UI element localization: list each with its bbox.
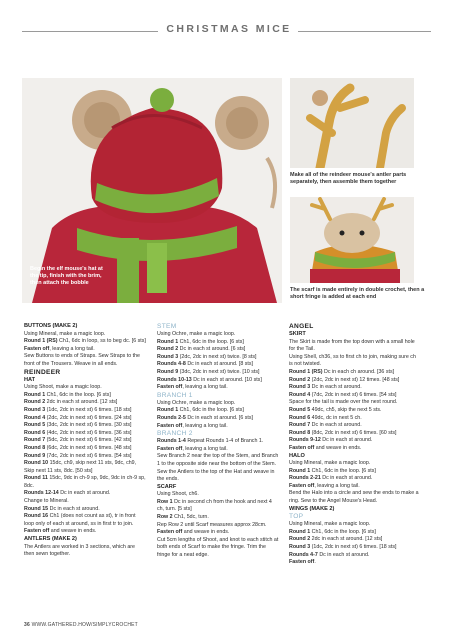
instruction-line [289, 536, 419, 544]
instruction-line [24, 392, 146, 400]
instruction-label: Round 6 [24, 429, 46, 436]
instruction-line [157, 407, 279, 415]
instruction-line [24, 384, 146, 392]
instruction-label: Fasten off [157, 445, 183, 452]
instruction-line [24, 430, 146, 438]
instruction-text: The Skirt is made from the top down with a small hole for the Tail. [289, 338, 415, 353]
instruction-line [157, 354, 279, 362]
instruction-label: Round 1 (RS) [24, 338, 58, 345]
top-heading: TOP [289, 513, 304, 521]
instruction-label: Round 8 [289, 429, 311, 436]
instruction-line [157, 346, 279, 354]
instruction-line [289, 445, 419, 453]
instruction-line [289, 377, 419, 385]
instruction-line [289, 468, 419, 476]
instruction-text: Using Mineral, make a magic loop. [24, 330, 106, 337]
instruction-line [24, 498, 146, 506]
instruction-line [157, 499, 279, 514]
footer-website: WWW.GATHERED.HOW/SIMPLYCROCHET [31, 622, 138, 628]
instruction-line [157, 529, 279, 537]
instruction-label: Fasten off [24, 345, 50, 352]
instruction-text: (2dc, 2dc in next st) twice. [8 sts] [178, 353, 257, 360]
instruction-line [157, 453, 279, 483]
instruction-label: Round 2 [24, 399, 46, 406]
instruction-line [157, 491, 279, 499]
instruction-label: Fasten off [24, 528, 50, 535]
instruction-line [24, 422, 146, 430]
instruction-line [24, 445, 146, 453]
antlers-instructions [24, 544, 146, 559]
instruction-line [24, 475, 146, 490]
instruction-line [157, 514, 279, 522]
instruction-label: Fasten off [157, 422, 183, 429]
instruction-line [24, 437, 146, 445]
instruction-text: The Antlers are worked in 3 sections, which are then sewn together. [24, 543, 135, 558]
scarf-instructions [157, 491, 279, 559]
instruction-label: Rounds 2-21 [289, 475, 321, 482]
instruction-text: Using Shoot, make a magic loop. [24, 384, 102, 391]
skirt-instructions [289, 339, 419, 453]
instruction-line [289, 559, 419, 567]
instruction-label: Round 1 (RS) [289, 368, 323, 375]
instruction-label: Fasten off [289, 482, 315, 489]
instruction-text: , leaving a long tail. [182, 384, 228, 391]
instruction-label: Rounds 4-7 [289, 551, 318, 558]
instruction-line [289, 552, 419, 560]
instruction-line [289, 544, 419, 552]
instruction-label: Round 9 [24, 452, 46, 459]
instruction-label: Fasten off [289, 444, 315, 451]
instruction-label: Rounds 9-12 [289, 437, 321, 444]
instruction-line [157, 438, 279, 446]
scarf-heading: SCARF [157, 483, 177, 490]
branch2-heading: BRANCH 2 [157, 430, 193, 438]
instruction-label: Round 10 [24, 460, 49, 467]
instruction-label: Round 1 [157, 338, 179, 345]
instruction-text: Rep Row 2 until Scarf measures approx 28cm. [157, 521, 267, 528]
branch1-heading: BRANCH 1 [157, 391, 193, 399]
instruction-text: (5dc, 2dc in next st) 6 times. [42 sts] [45, 437, 132, 444]
instruction-line [24, 506, 146, 514]
instruction-line [289, 490, 419, 505]
instruction-label: Rounds 12-14 [24, 490, 59, 497]
instruction-line [289, 415, 419, 423]
instruction-text: , leaving a long tail. [182, 422, 228, 429]
instruction-text: Dc in each st around. [317, 551, 370, 558]
instruction-label: Round 1 [289, 528, 311, 535]
instruction-line [24, 460, 146, 475]
page-number: 36 [24, 622, 30, 628]
instruction-text: 2dc in each st around. [12 sts] [310, 536, 383, 543]
wings-heading: WINGS (MAKE 2) [289, 505, 335, 512]
instruction-label: Round 1 [289, 467, 311, 474]
instruction-text: Dc in each st around. [58, 490, 111, 497]
instruction-text: Dc in each st around. [48, 505, 100, 512]
instruction-text: Using Shoot, ch6. [157, 491, 199, 498]
antler-photo [290, 78, 414, 168]
instruction-label: Round 11 [24, 475, 48, 482]
instruction-text: 15dc, ch9, skip next 11 sts, 9dc, ch9, Skip next 11 sts, 8dc. [50 sts] [24, 460, 137, 474]
instruction-line [157, 377, 279, 385]
instruction-line [24, 331, 146, 339]
instruction-text: Sew Branch 2 near the top of the Stem, and Branch 1 to the opposite side near the bottom of the Stem. Sew the Antlers to the top of the Hat and weave in the ends. [157, 453, 279, 483]
instruction-text: Ch1, 6dc in the loop. [6 sts] [310, 528, 376, 535]
instruction-line [24, 399, 146, 407]
instruction-text: (2dc, 2dc in next st) 12 times. [48 sts] [310, 376, 400, 383]
column-1 [24, 323, 146, 559]
instruction-text: Dc in each st around. [8 sts] [185, 361, 253, 368]
instruction-text: Dc in each st around. [6 sts] [185, 414, 253, 421]
instruction-text: 15dc, 9dc in ch-9 sp, 9dc, 9dc in ch-9 sp, 8dc. [24, 475, 146, 489]
instruction-text: 49dc, dc in next 5 ch. [310, 414, 362, 421]
instruction-text: Ch1, 5dc, turn. [172, 514, 209, 521]
stem-instructions [157, 331, 279, 392]
instruction-label: Round 7 [289, 422, 311, 429]
instruction-line [24, 353, 146, 368]
instruction-line [24, 346, 146, 354]
instruction-line [289, 422, 419, 430]
reindeer-heading: REINDEER [24, 368, 61, 376]
instruction-label: Rounds 4-8 [157, 361, 186, 368]
instruction-label: Round 5 [289, 406, 311, 413]
column-3 [289, 323, 419, 567]
instruction-label: Round 8 [24, 444, 46, 451]
hat-instructions [24, 384, 146, 536]
instruction-text: Ch1, 6dc in loop, ss to beg dc. [6 sts] [57, 338, 146, 345]
instruction-line [289, 460, 419, 468]
instruction-label: Fasten off [157, 529, 183, 536]
instruction-line [289, 339, 419, 354]
instruction-label: Rounds 2-5 [157, 414, 186, 421]
scarf-caption: The scarf is made entirely in double crochet, then a short fringe is added at each end [290, 287, 425, 300]
page-section-title: CHRISTMAS MICE [166, 23, 292, 35]
instruction-line [289, 529, 419, 537]
antlers-heading: ANTLERS (MAKE 2) [24, 536, 77, 543]
stem-heading: STEM [157, 323, 177, 330]
instruction-text: Dc in each ch around. [36 sts] [322, 368, 395, 375]
instruction-line [289, 354, 419, 369]
instruction-text: Repeat Rounds 1-4 of Branch 1. [185, 438, 264, 445]
instruction-text: and weave in ends. [314, 444, 362, 451]
instruction-text: (3dc, 2dc in next st) 6 times. [30 sts] [45, 422, 132, 429]
instruction-text: (1dc, 2dc in next st) 6 times. [18 sts] [45, 406, 132, 413]
instruction-text: Space for the tail is made over the next round. [289, 399, 398, 406]
instruction-text: and weave in ends. [182, 529, 230, 536]
instruction-text: (4dc, 2dc in next st) 6 times. [36 sts] [45, 429, 132, 436]
instruction-label: Rounds 1-4 [157, 438, 186, 445]
instruction-label: Round 16 [24, 513, 49, 520]
buttons-heading: BUTTONS (MAKE 2) [24, 323, 78, 329]
instruction-label: Round 9 [157, 368, 179, 375]
instruction-label: Fasten off [289, 559, 315, 566]
instruction-line [157, 369, 279, 377]
instruction-text: Using Ochre, make a magic loop. [157, 331, 236, 337]
instruction-line [289, 475, 419, 483]
instruction-text: Bend the Halo into a circle and sew the ends to make a ring. Sew to the Angel Mouse's Head. [289, 490, 419, 505]
instruction-label: Round 7 [24, 437, 46, 444]
instruction-text: Ch1, 6dc in the loop. [6 sts] [45, 391, 111, 398]
instruction-label: Round 2 [289, 376, 311, 383]
header-rule-left [22, 31, 158, 32]
instruction-text: Dc in each st around. [10 sts] [191, 376, 262, 383]
instruction-line [289, 369, 419, 377]
instruction-line [157, 384, 279, 392]
instruction-text: (3dc, 2dc in next st) twice. [10 sts] [178, 368, 260, 375]
instruction-text: Dc in each st around. [310, 384, 362, 391]
instruction-label: Round 1 [157, 407, 179, 414]
instruction-label: Round 1 [24, 391, 46, 398]
instruction-line [157, 415, 279, 423]
instruction-line [24, 490, 146, 498]
instruction-line [24, 407, 146, 415]
instruction-text: , leaving a long tail. [314, 482, 360, 489]
instruction-line [157, 361, 279, 369]
branch1-instructions [157, 400, 279, 430]
instruction-text: Change to Mineral. [24, 498, 69, 505]
instruction-line [289, 407, 419, 415]
instruction-text: 2dc in each st around. [12 sts] [45, 399, 118, 406]
instruction-line [289, 483, 419, 491]
instruction-line [289, 430, 419, 438]
instruction-text: Using Mineral, make a magic loop. [289, 460, 371, 467]
instruction-text: Ch1, 6dc in the loop. [6 sts] [178, 407, 244, 414]
instruction-label: Round 3 [289, 544, 311, 551]
instruction-text: 49dc, ch5, skip the next 5 sts. [310, 406, 382, 413]
instruction-text: (7dc, 2dc in next st) 6 times. [54 sts] [45, 452, 132, 459]
instruction-text: Using Mineral, make a magic loop. [289, 521, 371, 528]
instruction-label: Round 3 [289, 384, 311, 391]
instruction-line [157, 339, 279, 347]
instruction-line [157, 400, 279, 408]
instruction-text: Cut 5cm lengths of Shoot, and knot to each stitch at both ends of Scarf to make the fringe. Trim the fringe for a neat edge. [157, 536, 279, 559]
instruction-label: Round 4 [289, 391, 311, 398]
instruction-label: Round 15 [24, 505, 49, 512]
instruction-text: Ch1, 6dc in the loop. [6 sts] [310, 467, 376, 474]
column-2 [157, 323, 279, 560]
instruction-label: Row 1 [157, 498, 173, 505]
instruction-text: , leaving a long tail. [182, 445, 228, 452]
instruction-text: Sew Buttons to ends of Straps. Sew Straps to the front of the Trousers. Weave in all ends. [24, 353, 141, 367]
instruction-line [24, 528, 146, 536]
instruction-line [157, 446, 279, 454]
branch2-instructions [157, 438, 279, 484]
angel-heading: ANGEL [289, 323, 314, 330]
instruction-text: Dc in second ch from the hook and next 4 ch, turn. [5 sts] [157, 498, 272, 513]
instruction-line [289, 521, 419, 529]
instruction-text: (2dc, 2dc in next st) 6 times. [24 sts] [45, 414, 132, 421]
instruction-label: Round 3 [24, 406, 46, 413]
instruction-line [157, 522, 279, 530]
instruction-line [289, 384, 419, 392]
instruction-label: Round 2 [157, 346, 179, 353]
instruction-text: Using Ochre, make a magic loop. [157, 399, 236, 406]
halo-instructions [289, 460, 419, 506]
instruction-line [289, 392, 419, 400]
reindeer-mouse-photo [290, 197, 414, 283]
instruction-line [24, 415, 146, 423]
instruction-text: Dc in each st around. [320, 437, 373, 444]
instruction-label: Round 3 [157, 353, 179, 360]
instruction-label: Rounds 10-13 [157, 376, 192, 383]
instruction-label: Fasten off [157, 384, 183, 391]
instruction-line [157, 331, 279, 339]
instruction-line [24, 453, 146, 461]
instruction-label: Round 6 [289, 414, 311, 421]
instruction-text: (6dc, 2dc in next st) 6 times. [48 sts] [45, 444, 132, 451]
instruction-line [289, 399, 419, 407]
elf-mouse-caption: Begin the elf mouse's hat at the tip, finish with the brim, then attach the bobble [30, 266, 103, 286]
instruction-line [289, 437, 419, 445]
instruction-line [24, 513, 146, 528]
antler-caption: Make all of the reindeer mouse's antler parts separately, then assemble them together [290, 172, 407, 185]
skirt-heading: SKIRT [289, 331, 306, 337]
instruction-text: (8dc, 2dc in next st) 6 times. [60 sts] [310, 429, 397, 436]
instruction-text: (1dc, 2dc in next st) 6 times. [18 sts] [310, 544, 397, 551]
instruction-text: Using Shell, ch36, ss to first ch to join, making sure ch is not twisted. [289, 353, 416, 368]
buttons-instructions [24, 331, 146, 369]
instruction-text: Dc in each st around. [320, 475, 373, 482]
instruction-label: Round 5 [24, 422, 46, 429]
hat-heading: HAT [24, 376, 36, 383]
halo-heading: HALO [289, 452, 305, 459]
instruction-line [24, 338, 146, 346]
instruction-text: and weave in ends. [49, 528, 97, 535]
instruction-text: Ch1, 6dc in the loop. [6 sts] [178, 338, 244, 345]
instruction-label: Round 2 [289, 536, 311, 543]
instruction-text: Dc in each st around. [6 sts] [178, 346, 246, 353]
instruction-text: . [314, 559, 316, 566]
page-footer [24, 622, 138, 628]
instruction-line [157, 423, 279, 431]
top-instructions [289, 521, 419, 567]
instruction-text: , leaving a long tail. [49, 345, 95, 352]
instruction-line [24, 544, 146, 559]
instruction-text: Dc in each st around. [310, 422, 362, 429]
instruction-label: Row 2 [157, 514, 173, 521]
instruction-label: Round 4 [24, 414, 46, 421]
instruction-line [157, 537, 279, 560]
instruction-text: (7dc, 2dc in next st) 6 times. [54 sts] [310, 391, 397, 398]
instruction-text: Ch1 (does not count as st), tr in front loop only of each st around, ss in first tr to join. [24, 513, 136, 527]
header-rule-right [298, 31, 431, 32]
